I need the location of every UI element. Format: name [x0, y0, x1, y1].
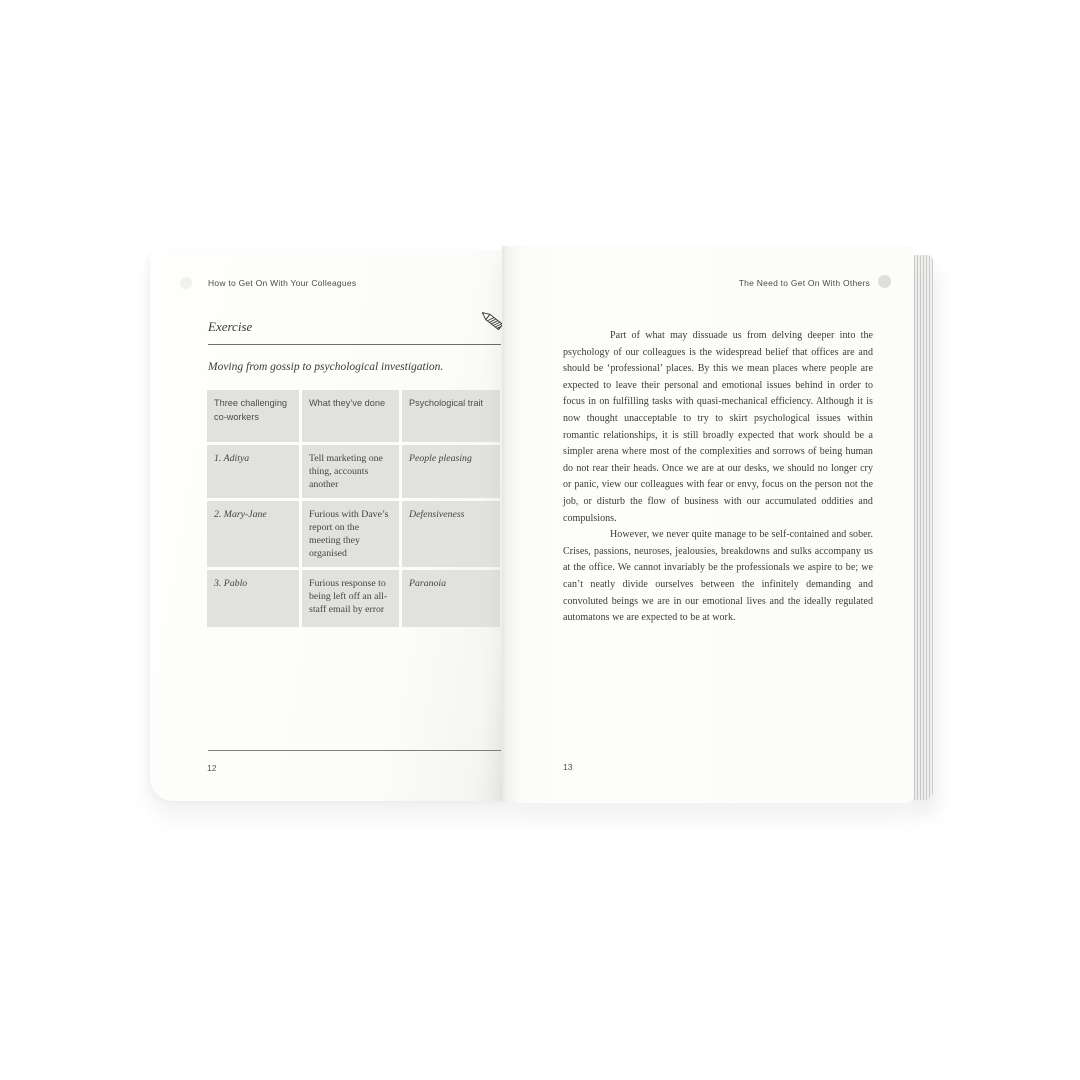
- chapter-dot-right: [878, 275, 891, 288]
- exercise-intro-text: Moving from gossip to psychological investigation.: [208, 361, 444, 373]
- table-cell-done: Furious with Dave’s report on the meeting they organised: [302, 501, 399, 567]
- table-cell-done: Furious response to being left off an all-staff email by error: [302, 570, 399, 627]
- table-header-cell: What they’ve done: [302, 390, 399, 442]
- table-cell-name: 2. Mary-Jane: [207, 501, 299, 567]
- body-paragraph: Part of what may dissuade us from delving deeper into the psychology of our colleagues is the widespread belief that offices are and should be ‘professional’ places. By this we mean places where people are expected to leave their personal and emotional issues behind in order to focus in on fulfilling tasks with quasi-mechanical efficiency. Although it is now thought unacceptable to try to skirt psychological issues within romantic relationships, it is still broadly expected that work should be a simpler arena where most of the complexities and sorrows of being human do not rear their heads. Once we are at our desks, we should no longer cry or panic, view our colleagues with fear or envy, focus on the person not the job, or disturb the flow of business with our accumulated oddities and compulsions.: [563, 330, 873, 524]
- left-page: [150, 250, 502, 801]
- open-book-spread: [150, 246, 933, 808]
- right-page-number: 13: [563, 762, 573, 772]
- table-cell-name: 3. Pablo: [207, 570, 299, 627]
- right-page: [502, 246, 914, 803]
- table-cell-trait: People pleasing: [402, 445, 500, 498]
- exercise-table: [207, 390, 500, 627]
- table-header-cell: Psychological trait: [402, 390, 500, 442]
- table-cell-trait: Defensiveness: [402, 501, 500, 567]
- table-cell-trait: Paranoia: [402, 570, 500, 627]
- table-cell-name: 1. Aditya: [207, 445, 299, 498]
- section-divider-rule: [208, 344, 501, 345]
- right-running-head: The Need to Get On With Others: [738, 278, 870, 288]
- book-fore-edge-pages: [914, 255, 933, 800]
- table-cell-done: Tell marketing one thing, accounts another: [302, 445, 399, 498]
- footer-rule: [208, 750, 501, 751]
- exercise-section-title: Exercise: [208, 319, 253, 334]
- left-running-head: How to Get On With Your Colleagues: [208, 278, 357, 288]
- chapter-dot-left: [180, 277, 192, 289]
- body-paragraph: However, we never quite manage to be self-contained and sober. Crises, passions, neuroses, jealousies, breakdowns and sulks accompany us at the office. We cannot invariably be the professionals we aspire to be; we can’t neatly divide ourselves between the infinitely demanding and convoluted beings we are in our emotional lives and the ideally regulated automatons we are expected to be at work.: [563, 529, 873, 624]
- left-page-number: 12: [207, 763, 217, 773]
- body-text-block: [563, 328, 873, 627]
- table-header-cell: Three challenging co-workers: [207, 390, 299, 442]
